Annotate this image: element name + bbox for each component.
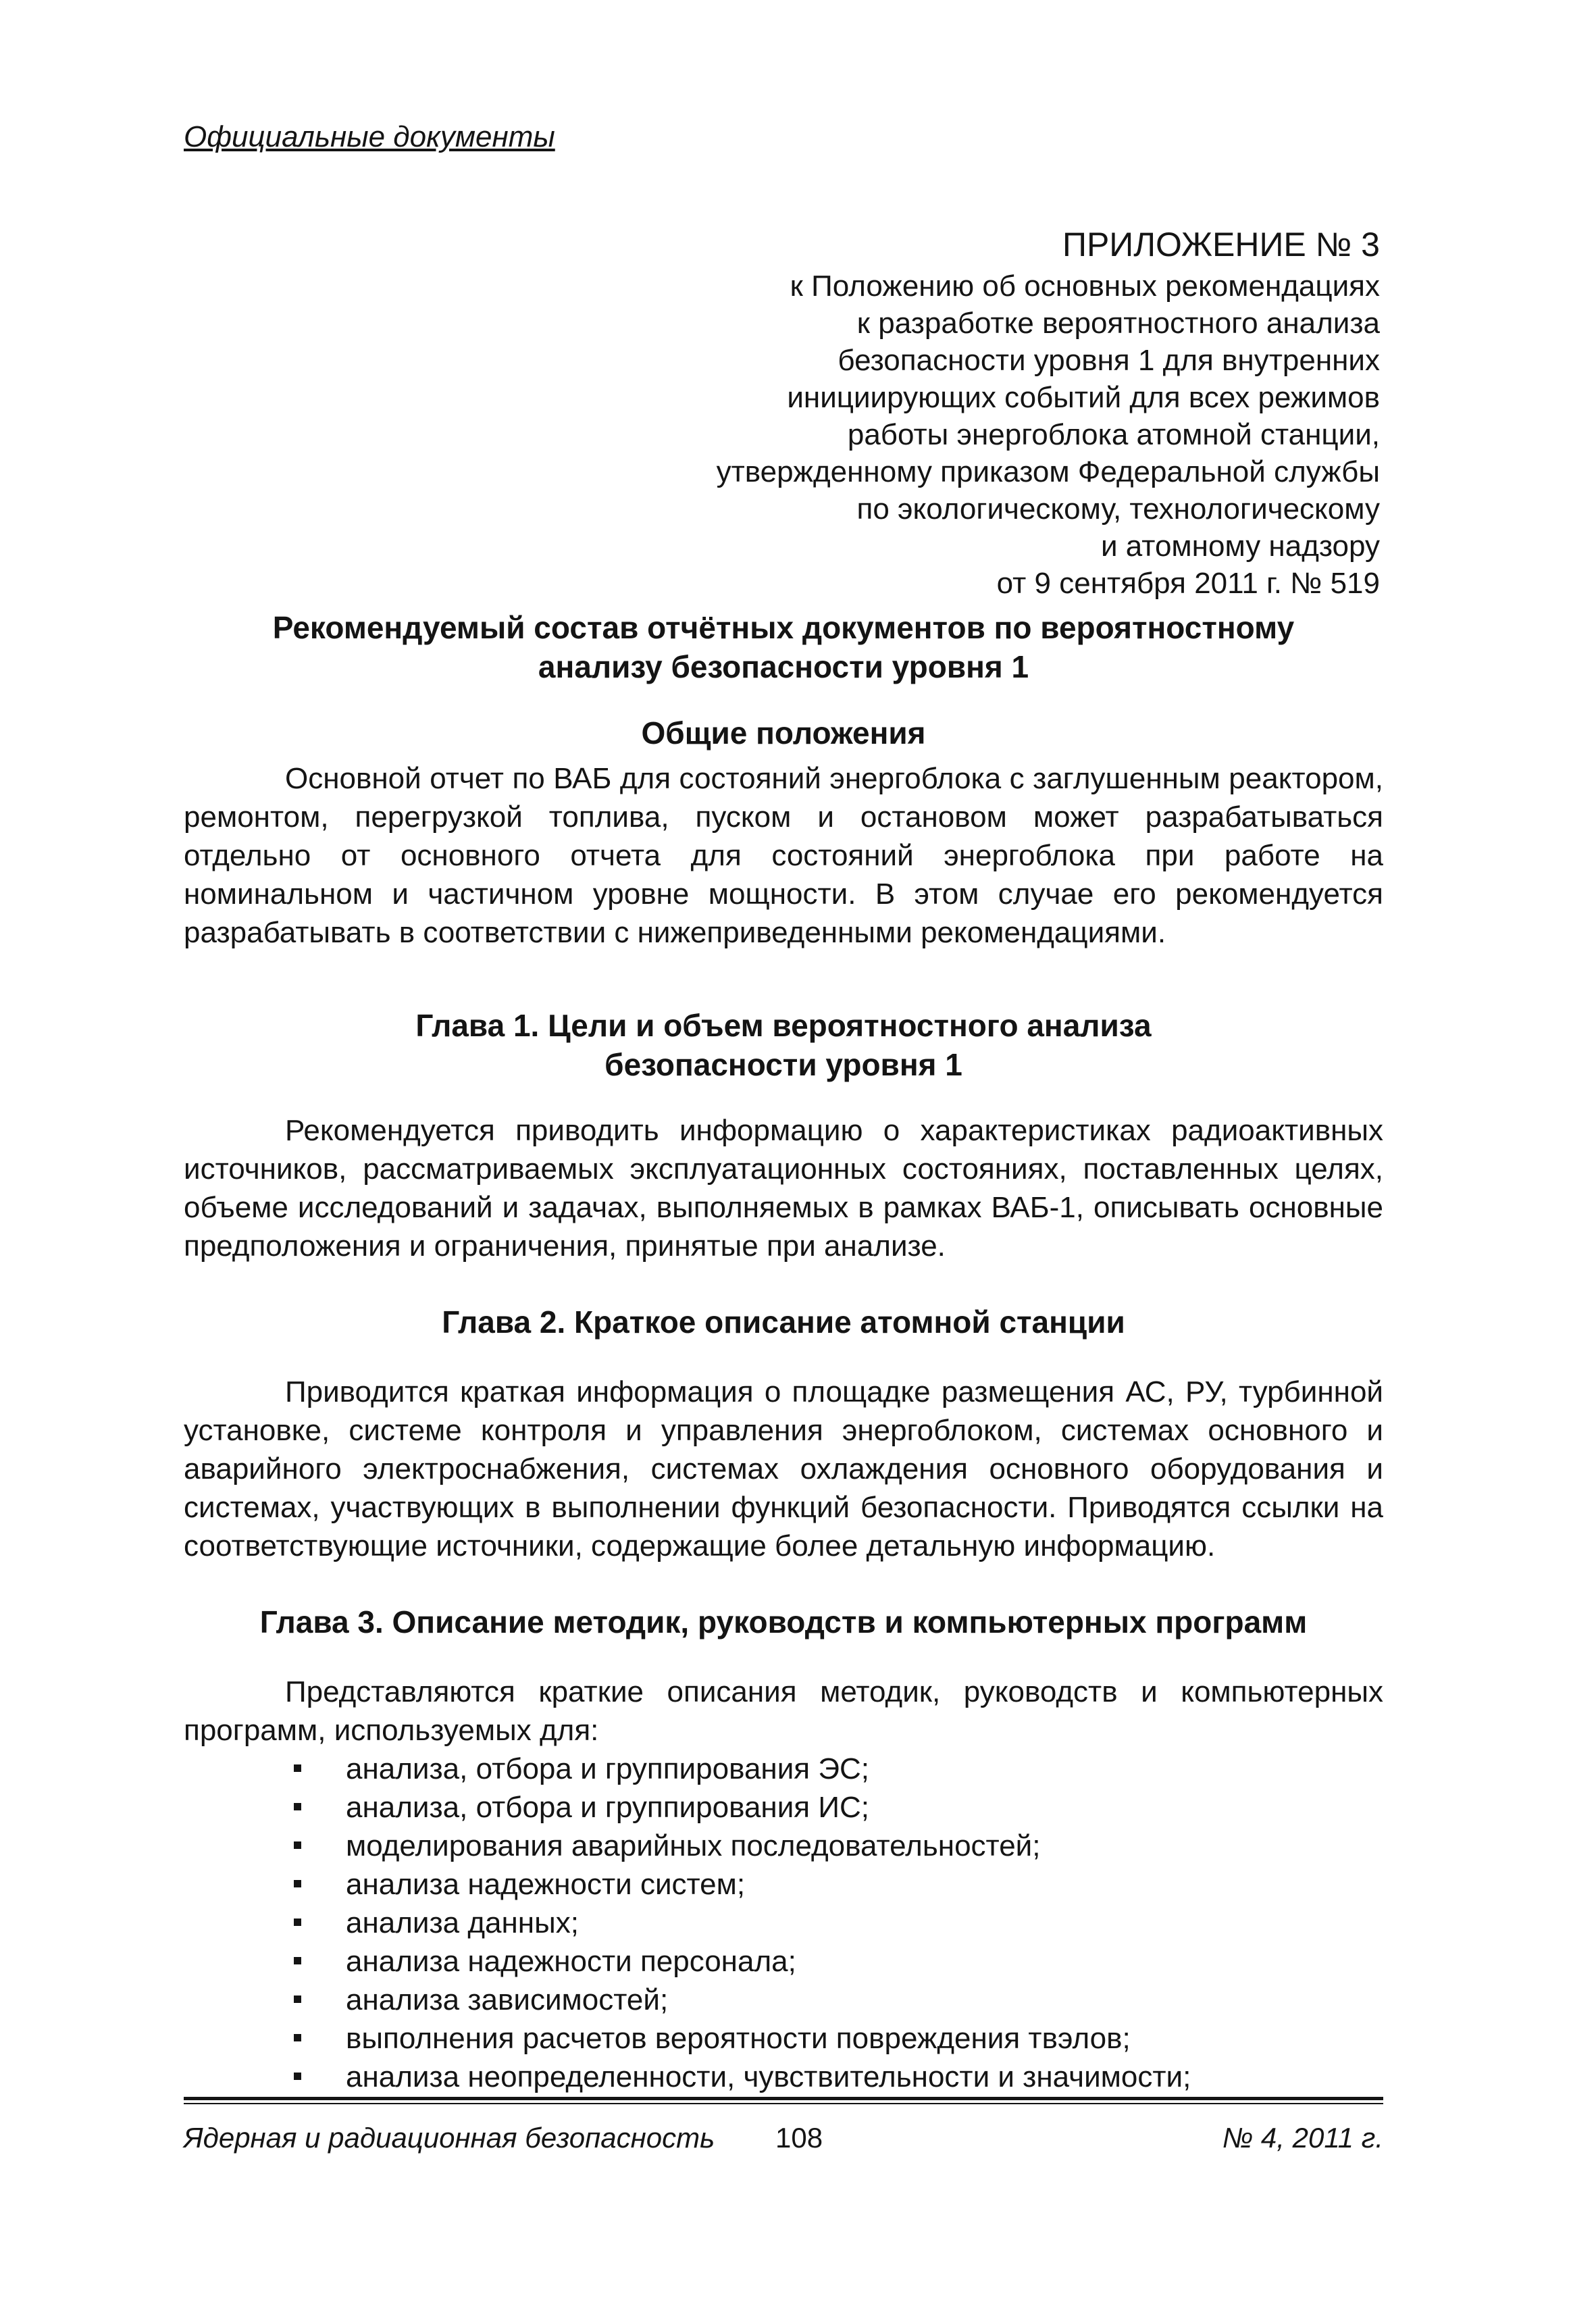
chapter-3-list [184,1750,1383,2096]
appendix-line: инициирующих событий для всех режимов [787,381,1380,414]
issue-number: № 4, 2011 г. [1222,2122,1383,2154]
chapter-3-heading: Глава 3. Описание методик, руководств и компьютерных программ [259,1604,1308,1640]
heading-line: Глава 1. Цели и объем вероятностного анализа [415,1008,1152,1043]
title-line: Рекомендуемый состав отчётных документов по вероятностному [272,610,1295,645]
footer-rule [184,2097,1383,2100]
footer-rule-thin [184,2103,1383,2104]
document-title [184,608,1383,686]
appendix-line: и атомному надзору [1101,530,1380,563]
appendix-line: утвержденному приказом Федеральной службы [716,455,1380,488]
list-item: анализа надежности систем; [184,1865,1383,1904]
list-item: моделирования аварийных последовательностей; [184,1827,1383,1865]
appendix-block [637,226,1380,602]
running-title: Официальные документы [184,120,555,153]
list-item: анализа, отбора и группирования ЭС; [184,1750,1383,1788]
appendix-line: к разработке вероятностного анализа [856,307,1380,340]
list-item: анализа надежности персонала; [184,1942,1383,1981]
document-body [184,608,1383,2096]
appendix-line: к Положению об основных рекомендациях [790,270,1380,303]
paragraph-chapter-2: Приводится краткая информация о площадке размещения АС, РУ, турбинной установке, системе контроля и управления энергоблоком, системах основного и аварийного электроснабжения, системах охлаждения основного оборудования и системах, участвующих в выполнении функций безопасности. Приводятся ссылки на соответствующие источники, содержащие более детальную информацию. [184,1375,1383,1562]
title-line: анализу безопасности уровня 1 [538,649,1029,684]
heading-line: безопасности уровня 1 [604,1047,962,1082]
section-heading-general: Общие положения [641,715,926,751]
paragraph-chapter-1: Рекомендуется приводить информацию о характеристиках радиоактивных источников, рассматриваемых эксплуатационных состояниях, поставленных целях, объеме исследований и задачах, выполняемых в рамках ВАБ-1, описывать основные предположения и ограничения, принятые при анализе. [184,1114,1383,1263]
list-item: анализа данных; [184,1904,1383,1942]
list-item: выполнения расчетов вероятности повреждения твэлов; [184,2019,1383,2058]
paragraph-general: Основной отчет по ВАБ для состояний энергоблока с заглушенным реактором, ремонтом, перегрузкой топлива, пуском и остановом может разрабатываться отдельно от основного отчета для состояний энергоблока при работе на номинальном и частичном уровне мощности. В этом случае его рекомендуется разрабатывать в соответствии с нижеприведенными рекомендациями. [184,762,1383,949]
appendix-line: безопасности уровня 1 для внутренних [838,344,1380,377]
journal-name: Ядерная и радиационная безопасность [184,2122,715,2154]
paragraph-chapter-3-intro: Представляются краткие описания методик, руководств и компьютерных программ, используемых для: [184,1675,1383,1747]
chapter-1-heading [184,1006,1383,1084]
page-number: 108 [775,2122,823,2154]
list-item: анализа, отбора и группирования ИС; [184,1788,1383,1827]
appendix-line: работы энергоблока атомной станции, [847,418,1380,451]
appendix-number: ПРИЛОЖЕНИЕ № 3 [1062,226,1380,263]
list-item: анализа неопределенности, чувствительности и значимости; [184,2058,1383,2096]
appendix-line: от 9 сентября 2011 г. № 519 [996,567,1380,600]
chapter-2-heading: Глава 2. Краткое описание атомной станции [442,1304,1125,1340]
appendix-line: по экологическому, технологическому [856,492,1380,526]
list-item: анализа зависимостей; [184,1981,1383,2019]
